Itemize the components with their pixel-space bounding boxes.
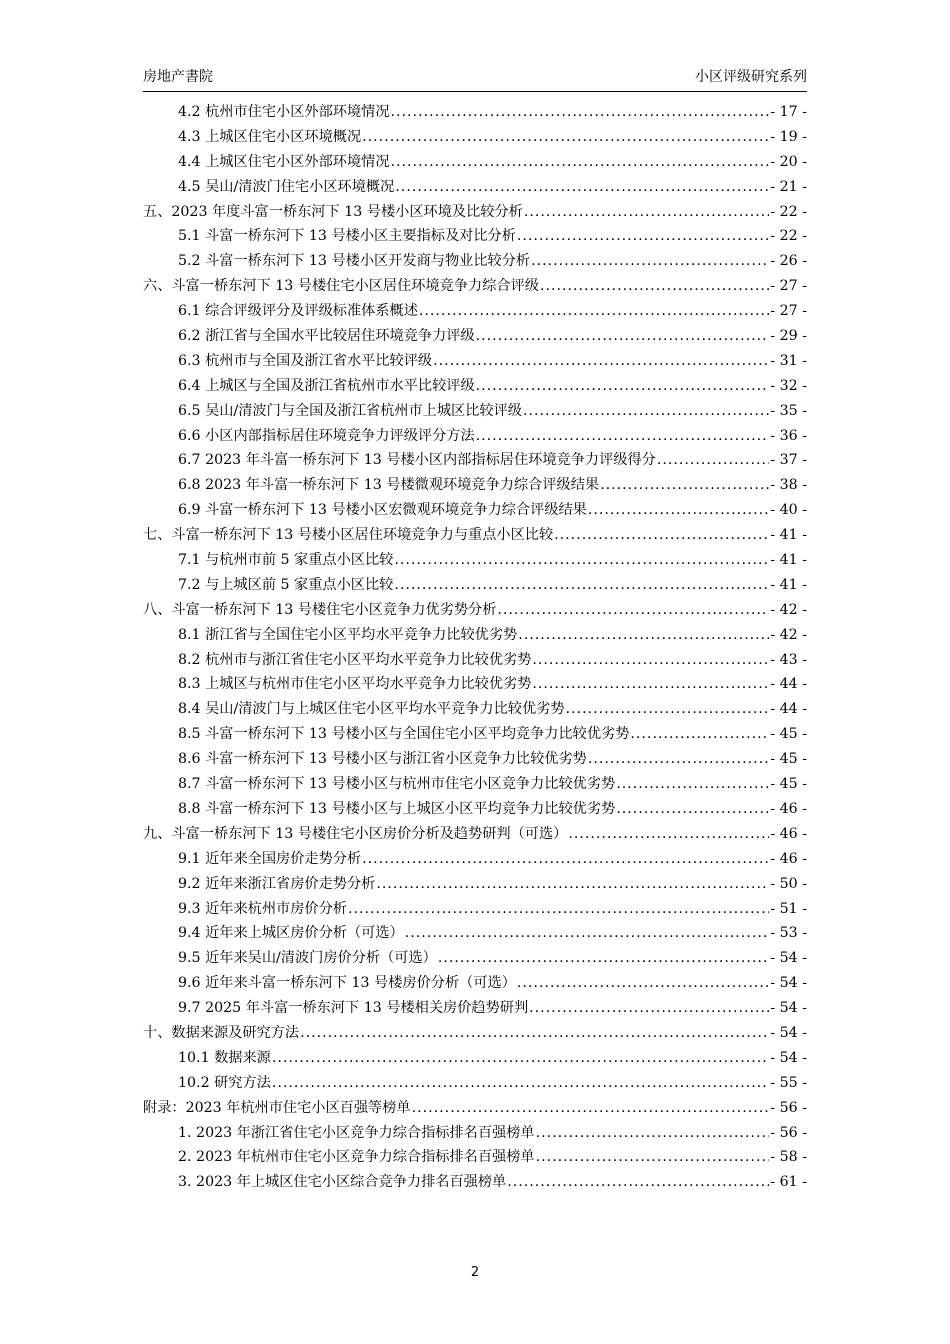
toc-entry[interactable]: [143, 573, 807, 598]
toc-entry-title: 6.8 2023 年斗富一桥东河下 13 号楼微观环境竞争力综合评级结果: [178, 477, 600, 494]
toc-entry-title: 10.2 研究方法: [178, 1074, 271, 1091]
toc-dot-leader: [588, 747, 769, 772]
header-divider: [143, 91, 807, 92]
toc-entry[interactable]: [143, 598, 807, 623]
page-header: [143, 66, 807, 88]
toc-dot-leader: [272, 1046, 769, 1071]
toc-entry-page: - 51 -: [770, 900, 807, 917]
toc-entry[interactable]: [143, 1170, 807, 1195]
toc-entry-title: 七、斗富一桥东河下 13 号楼小区居住环境竞争力与重点小区比较: [143, 527, 554, 544]
toc-dot-leader: [391, 100, 770, 125]
toc-entry-title: 4.5 吴山/清波门住宅小区环境概况: [178, 178, 395, 195]
toc-entry-page: - 45 -: [770, 776, 807, 793]
toc-entry[interactable]: [143, 1145, 807, 1170]
toc-dot-leader: [394, 548, 769, 573]
toc-entry-page: - 54 -: [770, 975, 807, 992]
toc-entry-title: 8.3 上城区与杭州市住宅小区平均水平竞争力比较优劣势: [178, 676, 532, 693]
toc-dot-leader: [476, 324, 770, 349]
toc-entry-title: 9.3 近年来杭州市房价分析: [178, 900, 347, 917]
toc-entry-title: 4.4 上城区住宅小区外部环境情况: [178, 153, 390, 170]
toc-entry[interactable]: [143, 349, 807, 374]
toc-entry-title: 6.5 吴山/清波门与全国及浙江省杭州市上城区比较评级: [178, 402, 522, 419]
toc-entry-page: - 29 -: [770, 328, 807, 345]
toc-entry-title: 十、数据来源及研究方法: [143, 1024, 300, 1041]
toc-entry-title: 5.2 斗富一桥东河下 13 号楼小区开发商与物业比较分析: [178, 253, 531, 270]
page-number: 2: [470, 1265, 480, 1280]
toc-entry[interactable]: [143, 772, 807, 797]
toc-entry-page: - 42 -: [770, 601, 807, 618]
toc-entry[interactable]: [143, 424, 807, 449]
toc-entry-page: - 46 -: [770, 825, 807, 842]
toc-dot-leader: [433, 349, 769, 374]
toc-entry[interactable]: [143, 175, 807, 200]
toc-entry[interactable]: [143, 623, 807, 648]
toc-entry-page: - 43 -: [770, 651, 807, 668]
toc-entry-title: 8.4 吴山/清波门与上城区住宅小区平均水平竞争力比较优劣势: [178, 701, 565, 718]
toc-entry[interactable]: [143, 697, 807, 722]
toc-entry-title: 五、2023 年度斗富一桥东河下 13 号楼小区环境及比较分析: [143, 203, 523, 220]
toc-entry-page: - 54 -: [770, 1049, 807, 1066]
toc-entry[interactable]: [143, 249, 807, 274]
toc-entry[interactable]: [143, 224, 807, 249]
toc-dot-leader: [507, 1170, 769, 1195]
toc-entry-title: 6.9 斗富一桥东河下 13 号楼小区宏微观环境竞争力综合评级结果: [178, 502, 587, 519]
toc-entry[interactable]: [143, 399, 807, 424]
toc-entry-page: - 37 -: [770, 452, 807, 469]
toc-dot-leader: [376, 872, 769, 897]
toc-entry-title: 8.8 斗富一桥东河下 13 号楼小区与上城区小区平均竞争力比较优劣势: [178, 800, 616, 817]
toc-entry-page: - 41 -: [770, 552, 807, 569]
toc-dot-leader: [566, 697, 770, 722]
toc-entry-title: 9.6 近年来斗富一桥东河下 13 号楼房价分析（可选）: [178, 975, 516, 992]
header-series-title: 小区评级研究系列: [695, 69, 807, 85]
table-of-contents: [143, 100, 807, 1195]
toc-dot-leader: [391, 150, 770, 175]
toc-dot-leader: [524, 200, 770, 225]
toc-entry-title: 八、斗富一桥东河下 13 号楼住宅小区竞争力优劣势分析: [143, 601, 497, 618]
toc-entry-page: - 45 -: [770, 726, 807, 743]
toc-entry-page: - 58 -: [770, 1149, 807, 1166]
toc-dot-leader: [438, 946, 769, 971]
toc-entry-title: 8.7 斗富一桥东河下 13 号楼小区与杭州市住宅小区竞争力比较优劣势: [178, 776, 616, 793]
toc-dot-leader: [657, 448, 770, 473]
toc-entry[interactable]: [143, 1096, 807, 1121]
toc-entry[interactable]: [143, 473, 807, 498]
toc-entry-page: - 54 -: [770, 1024, 807, 1041]
toc-entry-page: - 20 -: [770, 153, 807, 170]
toc-entry-title: 4.2 杭州市住宅小区外部环境情况: [178, 104, 390, 120]
toc-dot-leader: [476, 374, 770, 399]
toc-entry[interactable]: [143, 1071, 807, 1096]
toc-entry[interactable]: [143, 996, 807, 1021]
toc-entry-title: 9.2 近年来浙江省房价走势分析: [178, 875, 376, 892]
toc-entry-page: - 44 -: [770, 676, 807, 693]
toc-dot-leader: [497, 598, 769, 623]
toc-entry-page: - 50 -: [770, 875, 807, 892]
toc-entry-page: - 26 -: [770, 253, 807, 270]
toc-entry-page: - 44 -: [770, 701, 807, 718]
toc-dot-leader: [300, 1021, 769, 1046]
toc-entry[interactable]: [143, 1021, 807, 1046]
toc-dot-leader: [540, 274, 769, 299]
toc-entry-page: - 35 -: [770, 402, 807, 419]
toc-entry-title: 8.1 浙江省与全国住宅小区平均水平竞争力比较优劣势: [178, 626, 518, 643]
toc-dot-leader: [616, 797, 769, 822]
toc-entry-title: 六、斗富一桥东河下 13 号楼住宅小区居住环境竞争力综合评级: [143, 278, 539, 295]
toc-dot-leader: [272, 1071, 769, 1096]
toc-dot-leader: [554, 523, 769, 548]
toc-entry-title: 10.1 数据来源: [178, 1049, 271, 1066]
toc-entry-page: - 42 -: [770, 626, 807, 643]
toc-entry-title: 附录：2023 年杭州市住宅小区百强等榜单: [143, 1099, 411, 1116]
toc-dot-leader: [476, 424, 770, 449]
toc-dot-leader: [394, 573, 769, 598]
toc-entry-title: 2. 2023 年杭州市住宅小区竞争力综合指标排名百强榜单: [178, 1149, 535, 1166]
toc-entry-title: 9.7 2025 年斗富一桥东河下 13 号楼相关房价趋势研判: [178, 1000, 529, 1017]
toc-entry[interactable]: [143, 722, 807, 747]
toc-entry[interactable]: [143, 946, 807, 971]
toc-entry-title: 4.3 上城区住宅小区环境概况: [178, 128, 362, 145]
toc-entry[interactable]: [143, 672, 807, 697]
toc-entry[interactable]: [143, 374, 807, 399]
toc-dot-leader: [568, 822, 769, 847]
toc-entry-page: - 54 -: [770, 950, 807, 967]
toc-entry-page: - 41 -: [770, 527, 807, 544]
toc-entry-page: - 21 -: [770, 178, 807, 195]
toc-entry-title: 7.2 与上城区前 5 家重点小区比较: [178, 576, 394, 593]
toc-entry[interactable]: [143, 274, 807, 299]
toc-entry-title: 9.1 近年来全国房价走势分析: [178, 850, 362, 867]
toc-dot-leader: [529, 996, 769, 1021]
toc-entry[interactable]: [143, 150, 807, 175]
toc-entry-page: - 36 -: [770, 427, 807, 444]
toc-dot-leader: [600, 473, 769, 498]
toc-entry[interactable]: [143, 897, 807, 922]
toc-entry-title: 3. 2023 年上城区住宅小区综合竞争力排名百强榜单: [178, 1174, 507, 1191]
toc-entry-title: 8.2 杭州市与浙江省住宅小区平均水平竞争力比较优劣势: [178, 651, 532, 668]
toc-entry[interactable]: [143, 822, 807, 847]
toc-entry[interactable]: [143, 1121, 807, 1146]
toc-entry-page: - 46 -: [770, 800, 807, 817]
toc-entry-page: - 22 -: [770, 228, 807, 245]
toc-dot-leader: [523, 399, 769, 424]
toc-entry-page: - 41 -: [770, 576, 807, 593]
toc-entry[interactable]: [143, 1046, 807, 1071]
toc-entry[interactable]: [143, 299, 807, 324]
toc-entry-page: - 27 -: [770, 303, 807, 320]
toc-entry-page: - 19 -: [770, 128, 807, 145]
toc-entry[interactable]: [143, 125, 807, 150]
toc-entry-title: 6.4 上城区与全国及浙江省杭州市水平比较评级: [178, 377, 475, 394]
toc-entry-title: 7.1 与杭州市前 5 家重点小区比较: [178, 552, 394, 569]
toc-entry[interactable]: [143, 448, 807, 473]
toc-entry-page: - 61 -: [770, 1174, 807, 1191]
toc-entry[interactable]: [143, 747, 807, 772]
toc-entry[interactable]: [143, 100, 807, 125]
toc-entry-title: 8.5 斗富一桥东河下 13 号楼小区与全国住宅小区平均竞争力比较优劣势: [178, 726, 630, 743]
toc-entry-title: 6.6 小区内部指标居住环境竞争力评级评分方法: [178, 427, 475, 444]
toc-entry-page: - 40 -: [770, 502, 807, 519]
toc-entry-title: 6.2 浙江省与全国水平比较居住环境竞争力评级: [178, 328, 475, 345]
toc-dot-leader: [536, 1145, 770, 1170]
toc-entry[interactable]: [143, 648, 807, 673]
toc-dot-leader: [517, 224, 769, 249]
toc-entry[interactable]: [143, 548, 807, 573]
toc-entry-title: 5.1 斗富一桥东河下 13 号楼小区主要指标及对比分析: [178, 228, 516, 245]
toc-entry-page: - 17 -: [770, 104, 807, 120]
toc-entry-page: - 56 -: [770, 1124, 807, 1141]
toc-entry-page: - 55 -: [770, 1074, 807, 1091]
toc-entry-page: - 38 -: [770, 477, 807, 494]
toc-entry-title: 1. 2023 年浙江省住宅小区竞争力综合指标排名百强榜单: [178, 1124, 535, 1141]
toc-dot-leader: [588, 498, 769, 523]
toc-entry[interactable]: [143, 797, 807, 822]
toc-entry-page: - 53 -: [770, 925, 807, 942]
toc-entry-page: - 27 -: [770, 278, 807, 295]
toc-dot-leader: [630, 722, 769, 747]
toc-entry[interactable]: [143, 324, 807, 349]
toc-dot-leader: [405, 921, 770, 946]
toc-entry-page: - 54 -: [770, 1000, 807, 1017]
toc-entry[interactable]: [143, 921, 807, 946]
toc-entry-title: 6.1 综合评级评分及评级标准体系概述: [178, 303, 418, 320]
toc-entry[interactable]: [143, 872, 807, 897]
toc-dot-leader: [536, 1121, 770, 1146]
toc-dot-leader: [362, 847, 769, 872]
toc-entry[interactable]: [143, 971, 807, 996]
toc-dot-leader: [517, 971, 769, 996]
toc-entry-title: 8.6 斗富一桥东河下 13 号楼小区与浙江省小区竞争力比较优劣势: [178, 751, 587, 768]
toc-entry-page: - 45 -: [770, 751, 807, 768]
toc-entry-title: 6.3 杭州市与全国及浙江省水平比较评级: [178, 352, 433, 369]
toc-entry-page: - 31 -: [770, 352, 807, 369]
toc-entry[interactable]: [143, 523, 807, 548]
toc-dot-leader: [348, 897, 769, 922]
toc-entry[interactable]: [143, 847, 807, 872]
toc-dot-leader: [616, 772, 769, 797]
toc-entry-title: 9.4 近年来上城区房价分析（可选）: [178, 925, 404, 942]
toc-dot-leader: [412, 1096, 770, 1121]
toc-dot-leader: [518, 623, 769, 648]
toc-dot-leader: [532, 648, 769, 673]
toc-entry-title: 九、斗富一桥东河下 13 号楼住宅小区房价分析及趋势研判（可选）: [143, 825, 568, 842]
toc-dot-leader: [532, 672, 769, 697]
header-publisher: 房地产書院: [143, 69, 213, 85]
toc-dot-leader: [531, 249, 769, 274]
toc-entry-page: - 22 -: [770, 203, 807, 220]
toc-entry-page: - 56 -: [770, 1099, 807, 1116]
toc-dot-leader: [362, 125, 769, 150]
toc-entry-page: - 46 -: [770, 850, 807, 867]
toc-entry-page: - 32 -: [770, 377, 807, 394]
toc-entry-title: 6.7 2023 年斗富一桥东河下 13 号楼小区内部指标居住环境竞争力评级得分: [178, 452, 656, 469]
toc-entry[interactable]: [143, 498, 807, 523]
toc-entry-title: 9.5 近年来吴山/清波门房价分析（可选）: [178, 950, 437, 967]
toc-dot-leader: [419, 299, 769, 324]
toc-dot-leader: [395, 175, 769, 200]
toc-entry[interactable]: [143, 200, 807, 225]
